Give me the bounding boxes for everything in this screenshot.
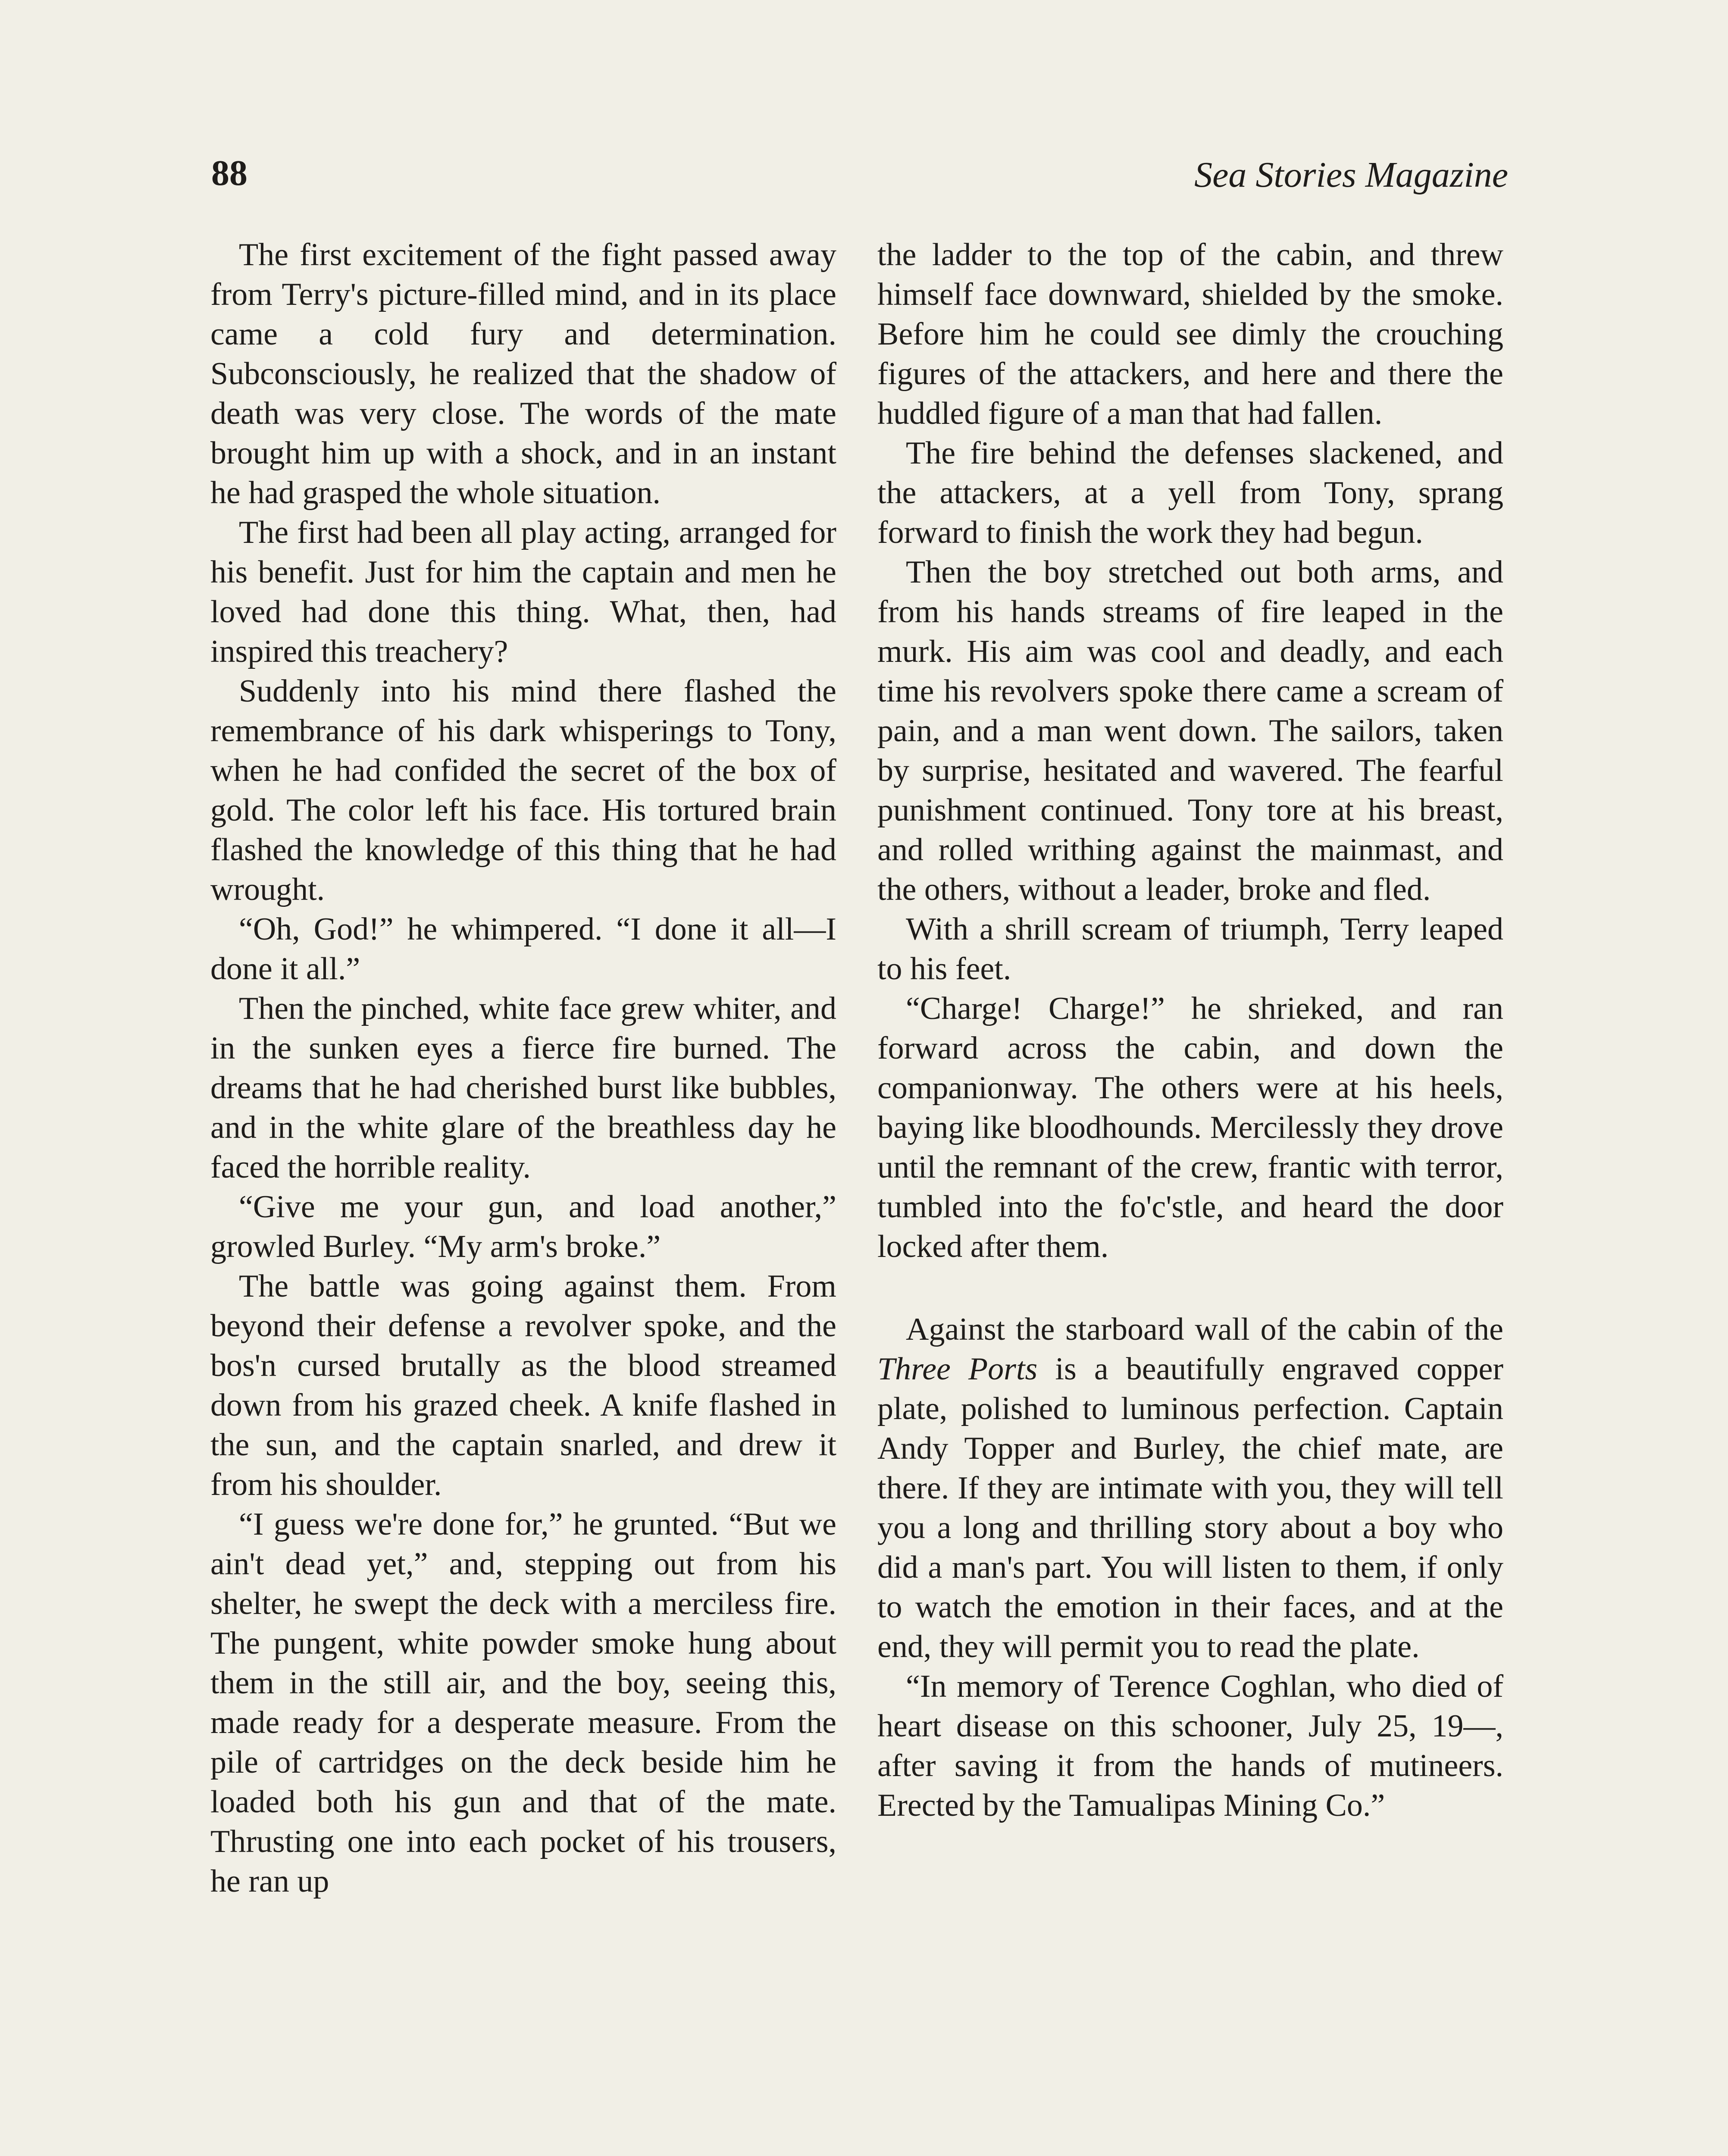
- paragraph: Then the boy stretched out both arms, and from his hands streams of fire leaped in the murk. His aim was cool and deadly, and each time his revolvers spoke there came a scream of pain, and a man went down. The sailors, taken by surprise, hesitated and wavered. The fearful punishment continued. Tony tore at his breast, and rolled writhing against the mainmast, and the others, without a leader, broke and fled.: [877, 555, 1503, 907]
- left-column: [210, 235, 836, 1901]
- paragraph: Suddenly into his mind there flashed the remembrance of his dark whisperings to Tony, when he had confided the secret of the box of gold. The color left his face. His tortured brain flashed the knowledge of this thing that he had wrought.: [210, 674, 836, 907]
- paragraph: “Oh, God!” he whimpered. “I done it all—I done it all.”: [210, 912, 836, 987]
- right-column: [877, 235, 1503, 1825]
- paragraph: Then the pinched, white face grew whiter, and in the sunken eyes a fierce fire burned. The dreams that he had cherished burst like bubbles, and in the white glare of the breathless day he faced the horrible reality.: [210, 991, 836, 1185]
- section-break: [877, 1266, 1503, 1310]
- epilogue-paragraph: [877, 1310, 1503, 1667]
- running-head: Sea Stories Magazine: [1194, 155, 1508, 195]
- ship-name: Three Ports: [877, 1351, 1038, 1387]
- continued-paragraph: the ladder to the top of the cabin, and threw himself face downward, shielded by the smoke. Before him he could see dimly the crouching figures of the attackers, and here and there the huddled figure of a man that had fallen.: [877, 237, 1503, 431]
- paragraph: With a shrill scream of triumph, Terry leaped to his feet.: [877, 912, 1503, 987]
- epilogue-text-end: is a beautifully engraved copper plate, polished to luminous perfection. Captain Andy Topper and Burley, the chief mate, are there. If they are intimate with you, they will tell you a long and thrilling story about a boy who did a man's part. You will listen to them, if only to watch the emotion in their faces, and at the end, they will permit you to read the plate.: [877, 1351, 1504, 1664]
- paragraph: The battle was going against them. From beyond their defense a revolver spoke, and the bos'n cursed brutally as the blood streamed down from his grazed cheek. A knife flashed in the sun, and the captain snarled, and drew it from his shoulder.: [210, 1269, 836, 1502]
- plate-inscription: “In memory of Terence Coghlan, who died of heart disease on this schooner, July 25, 19—, after saving it from the hands of mutineers. Erected by the Tamualipas Mining Co.”: [877, 1669, 1503, 1823]
- paragraph: “I guess we're done for,” he grunted. “But we ain't dead yet,” and, stepping out from his shelter, he swept the deck with a merciless fire. The pungent, white powder smoke hung about them in the still air, and the boy, seeing this, made ready for a desperate measure. From the pile of cartridges on the deck beside him he loaded both his gun and that of the mate. Thrusting one into each pocket of his trousers, he ran up: [210, 1507, 836, 1899]
- paragraph: The fire behind the defenses slackened, and the attackers, at a yell from Tony, sprang forward to finish the work they had begun.: [877, 436, 1503, 550]
- paragraph: The first excitement of the fight passed away from Terry's picture-filled mind, and in its place came a cold fury and determination. Subconsciously, he realized that the shadow of death was very close. The words of the mate brought him up with a shock, and in an instant he had grasped the whole situation.: [210, 237, 836, 511]
- paragraph: “Charge! Charge!” he shrieked, and ran forward across the cabin, and down the companionway. The others were at his heels, baying like bloodhounds. Mercilessly they drove until the remnant of the crew, frantic with terror, tumbled into the fo'c'stle, and heard the door locked after them.: [877, 991, 1503, 1264]
- page-number: 88: [211, 153, 247, 193]
- paragraph: The first had been all play acting, arranged for his benefit. Just for him the captain and men he loved had done this thing. What, then, had inspired this treachery?: [210, 515, 836, 669]
- epilogue-text-start: Against the starboard wall of the cabin of the: [906, 1312, 1503, 1347]
- paragraph: “Give me your gun, and load another,” growled Burley. “My arm's broke.”: [210, 1189, 836, 1264]
